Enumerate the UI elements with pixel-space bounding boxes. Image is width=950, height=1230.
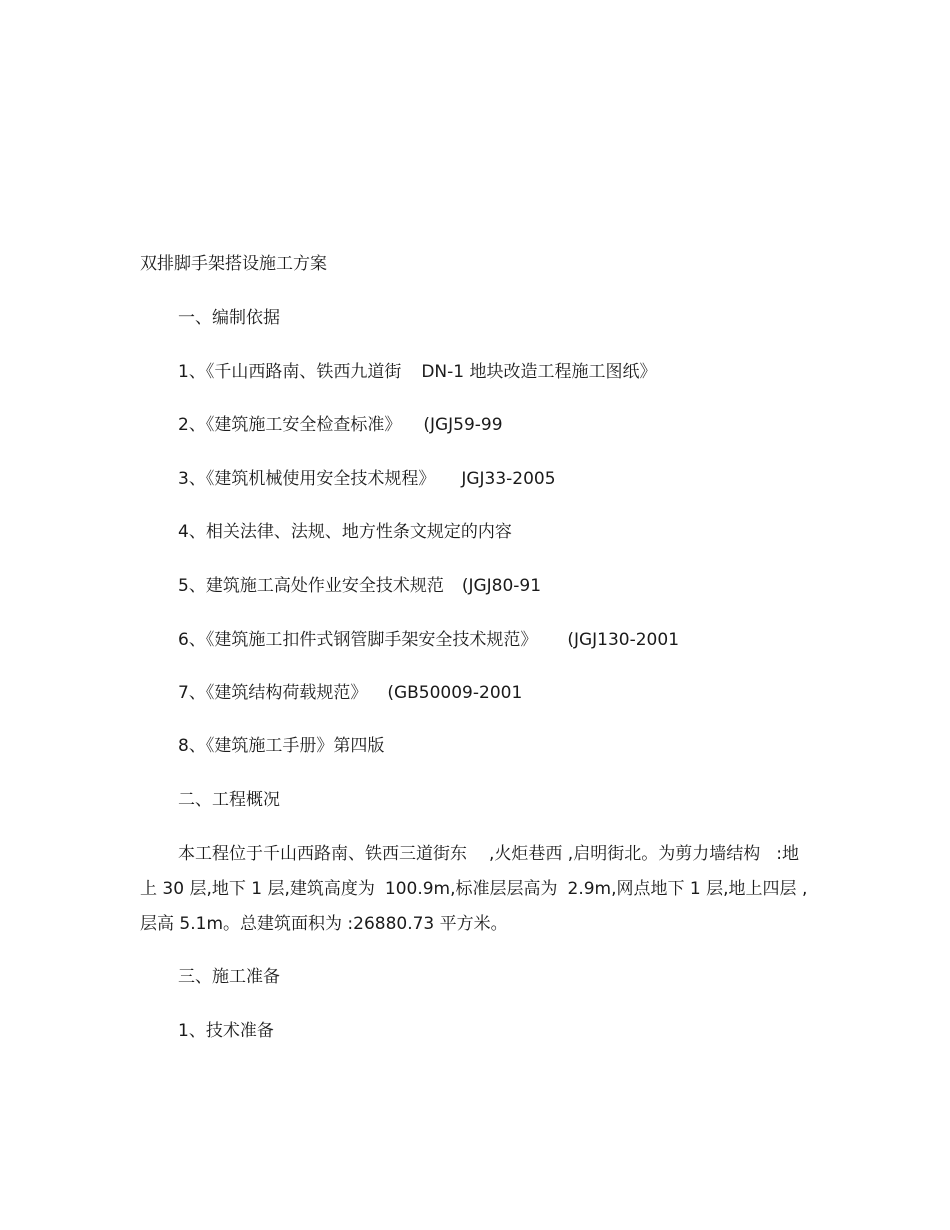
- basis-item-text: 2、《建筑施工安全检查标准》: [178, 415, 402, 435]
- basis-item-code: (JGJ130-2001: [567, 630, 680, 650]
- section-heading-overview: 二、工程概况: [178, 790, 280, 810]
- section-heading-preparation: 三、施工准备: [178, 967, 280, 987]
- basis-item-code: (GB50009-2001: [387, 683, 523, 703]
- basis-item-7: [178, 682, 522, 704]
- basis-item-code: JGJ33-2005: [461, 469, 556, 489]
- section-heading-basis: 一、编制依据: [178, 308, 280, 328]
- basis-item-3: [178, 468, 556, 490]
- basis-item-text: 3、《建筑机械使用安全技术规程》: [178, 469, 436, 489]
- basis-item-text: 8、《建筑施工手册》第四版: [178, 736, 385, 756]
- document-title: 双排脚手架搭设施工方案: [140, 254, 327, 274]
- subsection-technical-preparation: 1、技术准备: [178, 1021, 274, 1041]
- basis-item-6: [178, 629, 679, 651]
- overview-paragraph-line-3: 层高 5.1m。总建筑面积为 :26880.73 平方米。: [140, 914, 508, 934]
- basis-item-text: 4、相关法律、法规、地方性条文规定的内容: [178, 522, 512, 542]
- basis-item-5: [178, 575, 541, 597]
- basis-item-text: 7、《建筑结构荷载规范》: [178, 683, 368, 703]
- basis-item-2: [178, 414, 503, 436]
- basis-item-code: (JGJ59-99: [423, 415, 503, 435]
- overview-paragraph-line-1: 本工程位于千山西路南、铁西三道街东 ,火炬巷西 ,启明街北。为剪力墙结构 :地: [178, 844, 799, 864]
- basis-item-text: 6、《建筑施工扣件式钢管脚手架安全技术规范》: [178, 630, 538, 650]
- basis-item-text: 5、建筑施工高处作业安全技术规范: [178, 576, 444, 596]
- basis-item-4: [178, 521, 512, 543]
- basis-item-code: DN-1 地块改造工程施工图纸》: [421, 362, 657, 382]
- overview-paragraph-line-2: 上 30 层,地下 1 层,建筑高度为 100.9m,标准层层高为 2.9m,网点地下 1 层,地上四层 ,: [140, 879, 808, 899]
- basis-item-code: (JGJ80-91: [461, 576, 542, 596]
- basis-item-8: [178, 735, 384, 757]
- basis-item-text: 1、《千山西路南、铁西九道街: [178, 362, 402, 382]
- basis-item-1: [178, 361, 657, 383]
